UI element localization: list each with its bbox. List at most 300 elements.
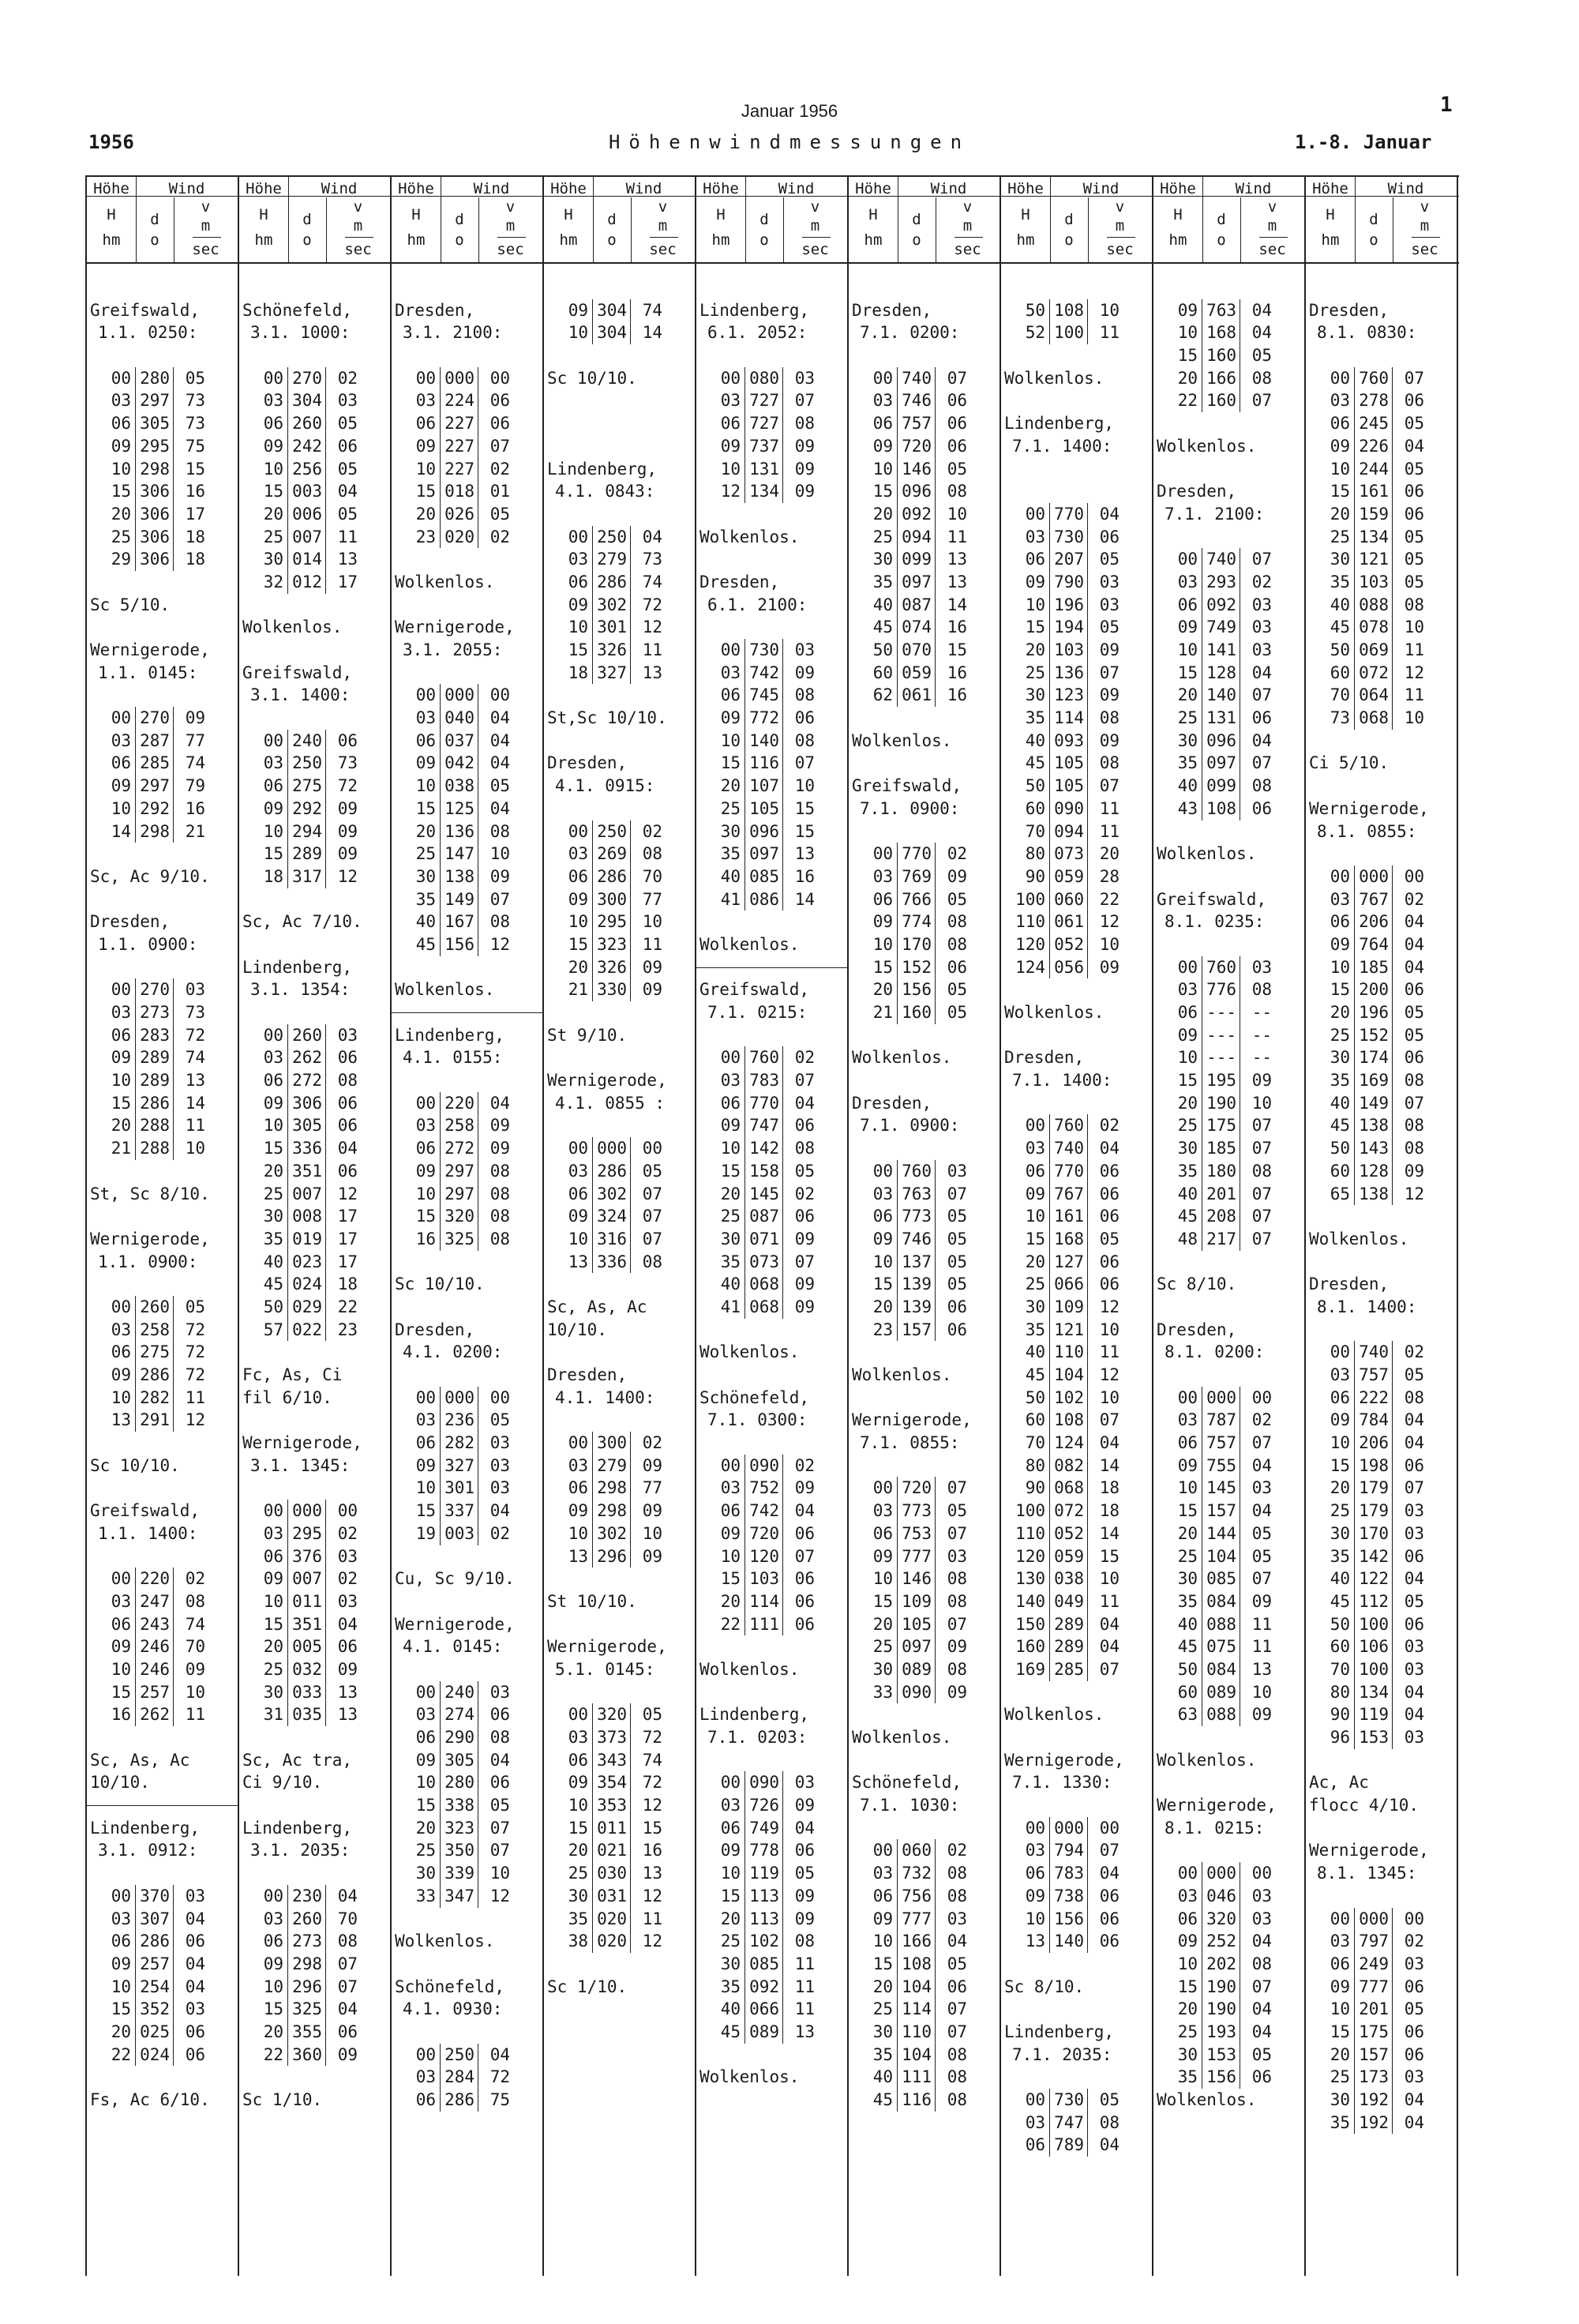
direction-value: 747 [745,1114,783,1137]
height-value: 09 [239,1092,288,1115]
station-or-cloud-label: Schönefeld, [852,1773,962,1793]
direction-value: 000 [593,1137,631,1160]
direction-value: 000 [1355,1908,1393,1931]
data-row [1306,910,1457,933]
speed-value: 04 [1404,2112,1424,2132]
data-row [239,1024,390,1047]
station-or-cloud-label: Greifswald, [1157,889,1267,909]
observation-date-time: 8.1. 0855: [1317,821,1417,841]
data-row [849,458,1000,481]
data-row [696,1590,847,1613]
direction-value: 289 [136,1046,174,1069]
direction-value: 052 [1050,933,1088,956]
speed-value: 06 [1404,391,1424,411]
speed-value: 03 [337,1591,358,1611]
direction-value: 207 [1050,548,1088,571]
station-or-cloud-label: Dresden, [1309,300,1390,320]
data-row [239,865,390,888]
direction-value: 020 [593,1930,631,1953]
speed-value: 02 [947,844,967,864]
speed-value: 05 [185,368,205,388]
direction-value: 747 [1050,2112,1088,2134]
spacer [544,684,695,707]
speed-value: 06 [794,1207,815,1226]
height-value: 100 [1001,888,1050,911]
data-row [849,2066,1000,2089]
height-value: 70 [1306,684,1355,707]
direction-value: 146 [898,458,936,481]
height-value: 20 [1306,1477,1355,1500]
height-value: 40 [1153,1183,1202,1206]
height-value: 03 [239,752,288,775]
observation-date-time: 4.1. 0930: [403,1999,503,2019]
height-value: 25 [1001,662,1050,685]
observation-date-time: 8.1. 0830: [1317,323,1417,343]
data-row [544,299,695,322]
direction-value: 006 [288,503,326,526]
direction-value: 066 [745,1998,783,2021]
height-value: 20 [239,503,288,526]
data-row [849,616,1000,639]
data-row [392,1387,542,1410]
direction-value: 730 [1050,2089,1088,2112]
speed-value: 07 [489,889,510,909]
speed-value: 06 [489,1705,510,1725]
data-row [392,389,542,412]
direction-value: 246 [136,1658,174,1681]
speed-value: 04 [1099,1433,1120,1453]
height-value: 25 [239,1658,288,1681]
speed-value: 06 [1099,527,1120,546]
direction-value: 131 [1202,707,1240,730]
direction-value: 088 [1202,1703,1240,1726]
speed-value: 10 [1251,1682,1272,1702]
data-row [392,1500,542,1522]
station-or-cloud-label: Sc, As, Ac [547,1297,647,1316]
header-height-label: Höhe [398,180,434,197]
header-direction: d [1217,211,1226,228]
height-value: 16 [392,1228,441,1251]
speed-value: 03 [185,980,205,1000]
speed-value: 09 [794,663,815,682]
data-row [1306,2089,1457,2112]
data-row [696,1930,847,1953]
direction-value: 192 [1355,2089,1393,2112]
station-or-cloud-label: Wolkenlos. [699,527,800,546]
direction-value: 250 [441,2044,478,2067]
height-value: 00 [87,1296,136,1319]
header-hm-unit: hm [1016,231,1035,249]
spacer [544,389,695,412]
station-or-cloud-label: Greifswald, [90,1501,201,1521]
spacer [392,1069,542,1092]
direction-value: 284 [441,2066,478,2089]
height-value: 20 [1306,1001,1355,1024]
speed-value: -- [1251,1025,1272,1045]
height-value: 57 [239,1319,288,1342]
speed-value: 08 [642,1252,662,1271]
speed-value: 08 [1251,980,1272,1000]
speed-value: 04 [1251,1455,1272,1475]
height-value: 35 [1153,2066,1202,2089]
speed-value: 05 [947,1003,967,1022]
data-row [1153,1160,1304,1183]
speed-value: 11 [185,1705,205,1725]
direction-value: 752 [745,1477,783,1500]
spacer [87,1160,238,1183]
spacer [239,2066,390,2089]
data-row [1153,1998,1304,2021]
height-value: 03 [87,730,136,753]
station-or-cloud-label: Wernigerode, [1309,1841,1429,1860]
direction-value: 139 [898,1296,936,1319]
direction-value: 094 [898,526,936,549]
speed-value: 09 [642,1546,662,1566]
height-value: 20 [696,775,745,798]
height-value: 35 [696,843,745,865]
spacer [1153,1296,1304,1319]
height-value: 80 [1001,1455,1050,1477]
data-row [87,526,238,549]
speed-value: 08 [337,1932,358,1951]
height-value: 10 [87,458,136,481]
height-value: 00 [1153,1862,1202,1885]
speed-value: 02 [1251,1410,1272,1430]
data-row [544,843,695,865]
speed-value: 05 [185,1297,205,1316]
speed-value: 10 [947,504,967,524]
height-value: 25 [1153,2021,1202,2044]
data-row [849,1160,1000,1183]
speed-value: 09 [947,1637,967,1657]
direction-value: 749 [1202,616,1240,639]
data-row [1306,548,1457,571]
height-value: 30 [239,1681,288,1704]
direction-value: 109 [1050,1296,1088,1319]
height-value: 15 [87,1998,136,2021]
data-row [1153,1069,1304,1092]
height-value: 35 [849,571,898,594]
speed-value: 04 [1251,323,1272,343]
height-value: 25 [849,1998,898,2021]
height-value: 09 [392,1749,441,1772]
data-row [544,1500,695,1522]
speed-value: 07 [1251,1184,1272,1203]
height-value: 06 [849,1522,898,1545]
header-H: H [259,206,268,223]
direction-value: 745 [745,684,783,707]
direction-value: 257 [136,1681,174,1704]
height-value: 10 [849,1930,898,1953]
direction-value: 000 [441,684,478,707]
data-row [239,1319,390,1342]
direction-value: 283 [136,1024,174,1047]
data-row [1001,1658,1152,1681]
direction-value: 072 [1050,1500,1088,1522]
direction-value: 097 [898,1635,936,1658]
data-row [696,684,847,707]
speed-value: 02 [947,1841,967,1860]
station-or-cloud-label: Dresden, [699,572,780,591]
speed-value: 09 [794,1275,815,1294]
speed-value: 04 [1404,2090,1424,2109]
height-value: 23 [392,526,441,549]
height-value: 30 [1001,684,1050,707]
speed-value: 06 [947,391,967,411]
height-value: 50 [1306,1137,1355,1160]
data-row [1306,707,1457,730]
direction-value: 296 [288,1976,326,1999]
height-value: 40 [1001,730,1050,753]
height-value: 06 [849,1885,898,1908]
height-value: 20 [392,1817,441,1840]
station-or-cloud-label: Dresden, [1309,1275,1390,1294]
header-H: H [1326,206,1335,223]
speed-value: 00 [1404,1909,1424,1928]
direction-value: 794 [1050,1839,1088,1862]
height-value: 62 [849,684,898,707]
height-value: 03 [1153,571,1202,594]
direction-value: 089 [1202,1681,1240,1704]
height-value: 31 [239,1703,288,1726]
data-row [696,1092,847,1115]
direction-value: 292 [288,798,326,820]
direction-value: 326 [593,639,631,662]
data-row [1001,571,1152,594]
height-value: 60 [1153,1681,1202,1704]
speed-value: 15 [642,1818,662,1838]
speed-value: 11 [794,1977,815,1996]
data-row [544,1817,695,1840]
height-value: 09 [696,1114,745,1137]
direction-value: 059 [1050,865,1088,888]
data-row [696,820,847,843]
height-value: 40 [849,594,898,617]
column-body [1306,276,1457,2134]
spacer [392,1251,542,1274]
direction-value: 784 [1355,1409,1393,1432]
data-row [1001,933,1152,956]
height-value: 18 [239,865,288,888]
speed-value: 09 [489,1139,510,1158]
speed-value: 03 [1404,1954,1424,1973]
data-row [1306,2066,1457,2089]
observation-date-time: 8.1. 0200: [1165,1342,1265,1362]
data-row [1001,662,1152,685]
height-value: 00 [1153,956,1202,979]
data-row [87,1681,238,1704]
height-value: 15 [544,1817,593,1840]
speed-value: 09 [185,708,205,728]
speed-value: 03 [1404,1523,1424,1543]
speed-value: 07 [1404,1093,1424,1113]
header-second-unit: sec [497,241,524,258]
direction-value: 206 [1355,1432,1393,1455]
direction-value: 069 [1355,639,1393,662]
data-row [1153,1001,1304,1024]
speed-value: 10 [489,1864,510,1883]
data-row [849,1976,1000,1999]
speed-value: 02 [1404,1342,1424,1362]
speed-value: 72 [337,776,358,796]
direction-value: 324 [593,1205,631,1228]
header-meter-unit: m [810,217,820,235]
direction-value: 156 [1202,2066,1240,2089]
data-row [544,1160,695,1183]
direction-value: 097 [898,571,936,594]
speed-value: 03 [1404,2067,1424,2087]
data-row [87,2044,238,2067]
height-value: 15 [239,1998,288,2021]
height-value: 25 [544,1862,593,1885]
height-value: 03 [1306,888,1355,911]
direction-value: 032 [288,1658,326,1681]
data-row [1001,1817,1152,1840]
height-value: 40 [1306,594,1355,617]
direction-value: 296 [593,1545,631,1568]
data-row [1306,1545,1457,1568]
speed-value: 07 [947,1614,967,1634]
direction-value: 327 [441,1455,478,1477]
data-row [87,1137,238,1160]
data-row [1306,978,1457,1001]
spacer [1001,276,1152,299]
speed-value: 12 [642,618,662,637]
data-row [87,1046,238,1069]
data-row [87,1092,238,1115]
speed-value: 06 [337,730,358,750]
height-value: 120 [1001,933,1050,956]
speed-value: 07 [1099,1841,1120,1860]
data-row [87,435,238,458]
station-or-cloud-label: 10/10. [90,1773,150,1793]
direction-value: 327 [593,662,631,685]
data-row [87,1024,238,1047]
speed-value: 06 [1404,1614,1424,1634]
direction-value: 116 [898,2089,936,2112]
direction-value: 243 [136,1613,174,1636]
spacer [392,1908,542,1931]
speed-value: 20 [1099,844,1120,864]
height-value: 03 [1306,1364,1355,1387]
speed-value: 08 [489,1184,510,1203]
height-value: 00 [544,1137,593,1160]
header-H: H [1021,206,1030,223]
direction-value: 160 [898,1001,936,1024]
speed-value: 02 [794,1455,815,1475]
observation-date-time: 6.1. 2052: [707,323,808,343]
station-or-cloud-label: Ac, Ac [1309,1773,1369,1793]
observation-date-time: 7.1. 0203: [707,1728,808,1747]
speed-value: 06 [947,1977,967,1996]
height-value: 140 [1001,1590,1050,1613]
speed-value: 73 [185,1003,205,1022]
height-value: 03 [87,1908,136,1931]
speed-value: 06 [337,1093,358,1113]
header-velocity: v [962,198,973,216]
direction-value: 250 [288,752,326,775]
data-row [1153,1908,1304,1931]
data-row [1306,684,1457,707]
speed-value: 06 [1404,1455,1424,1475]
height-value: 110 [1001,1522,1050,1545]
speed-value: 10 [1099,934,1120,954]
direction-value: 370 [136,1885,174,1908]
speed-value: 77 [642,1478,662,1498]
height-value: 30 [849,1658,898,1681]
speed-value: 08 [947,2090,967,2109]
spacer [544,1681,695,1704]
height-value: 25 [239,1183,288,1206]
spacer [392,956,542,979]
speed-value: 09 [794,1909,815,1928]
speed-value: 06 [794,1116,815,1136]
height-value: 09 [1306,933,1355,956]
header-wind-label: Wind [473,180,510,197]
data-row [87,1635,238,1658]
height-value: 50 [1306,639,1355,662]
spacer [696,2044,847,2067]
height-value: 15 [849,480,898,503]
height-value: 00 [87,978,136,1001]
data-row [1306,458,1457,481]
data-row [239,1567,390,1590]
data-row [849,412,1000,435]
direction-value: 282 [441,1432,478,1455]
data-row [849,1251,1000,1274]
spacer [392,1364,542,1387]
speed-value: 17 [337,1252,358,1271]
data-row [1001,1273,1152,1296]
data-row [392,435,542,458]
spacer [696,1364,847,1387]
speed-value: 06 [337,1161,358,1181]
station-or-cloud-label: Wernigerode, [395,618,515,637]
column-header [696,175,847,262]
column-header [392,175,542,262]
height-value: 20 [87,1114,136,1137]
data-row [87,1703,238,1726]
direction-value: 145 [1202,1477,1240,1500]
direction-value: 070 [898,639,936,662]
height-value: 03 [1306,389,1355,412]
header-velocity: v [810,198,820,216]
height-value: 60 [849,662,898,685]
direction-value: 147 [441,843,478,865]
height-value: 29 [87,548,136,571]
speed-value: 12 [1099,912,1120,932]
direction-value: 090 [1050,798,1088,820]
header-meter-unit: m [658,217,668,235]
spacer [544,1114,695,1137]
height-value: 80 [1306,1681,1355,1704]
speed-value: 74 [185,1614,205,1634]
observation-date-time: 7.1. 1400: [1012,436,1112,456]
spacer [1153,526,1304,549]
speed-value: 11 [185,1116,205,1136]
height-value: 06 [87,1341,136,1364]
speed-value: 28 [1099,866,1120,886]
direction-value: 038 [441,775,478,798]
speed-value: 10 [794,776,815,796]
data-row [1306,1613,1457,1636]
observation-date-time: 7.1. 0300: [707,1410,808,1430]
speed-value: 08 [1251,776,1272,796]
direction-value: 247 [136,1590,174,1613]
direction-value: 740 [1050,1137,1088,1160]
data-row [1306,526,1457,549]
height-value: 09 [239,1953,288,1976]
